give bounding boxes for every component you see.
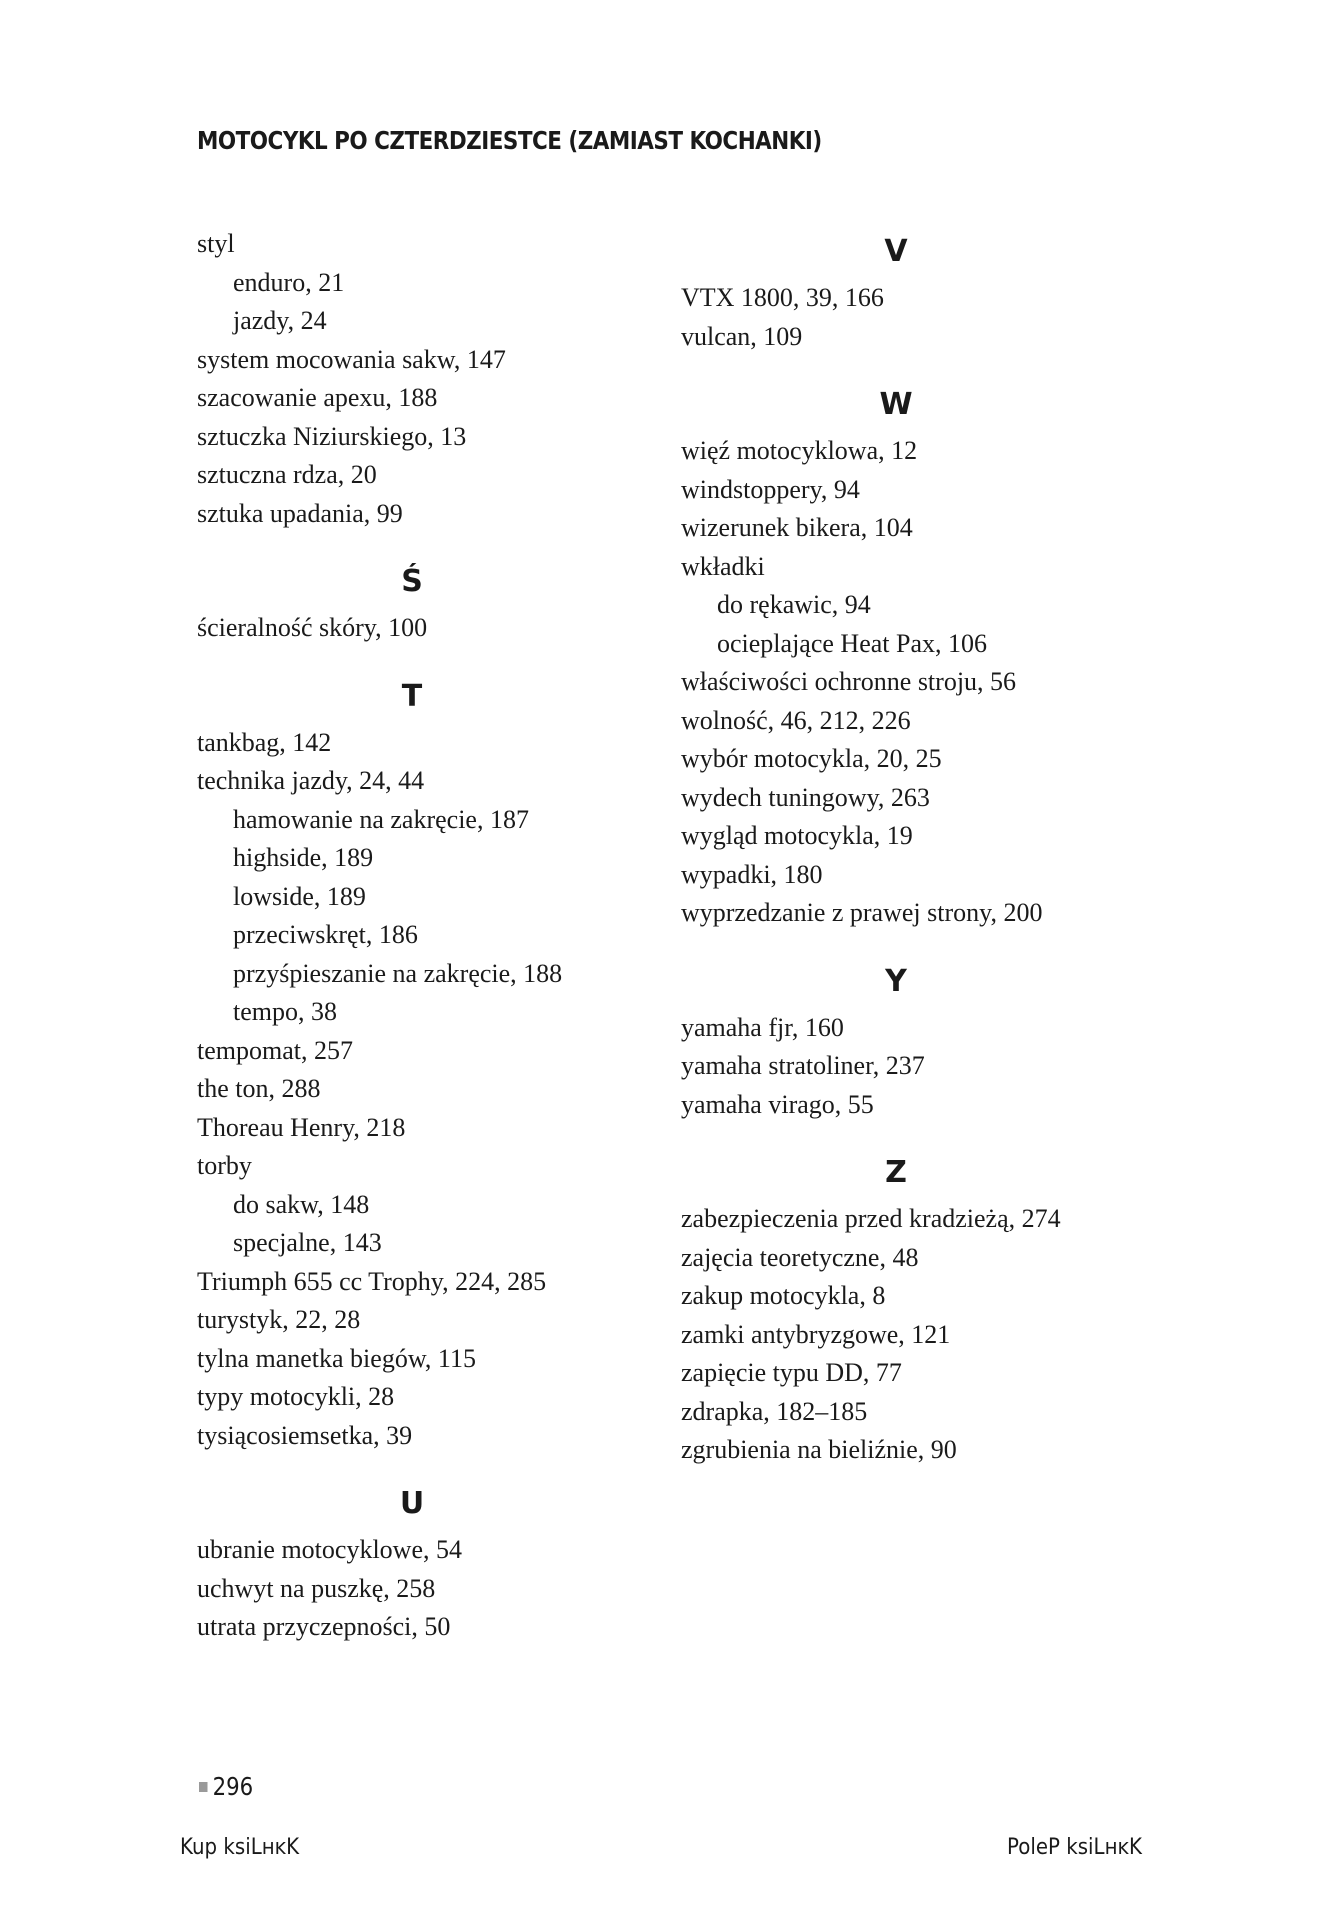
index-entry: windstoppery, 94 <box>681 474 860 504</box>
index-entry: wolność, 46, 212, 226 <box>681 705 911 735</box>
index-entry: szacowanie apexu, 188 <box>197 383 438 412</box>
index-entry: utrata przyczepności, 50 <box>197 1612 451 1641</box>
index-entry: technika jazdy, 24, 44 <box>197 766 425 795</box>
index-entry: styl <box>197 229 235 258</box>
index-entry: ścieralność skóry, 100 <box>197 613 428 642</box>
index-entry: wypadki, 180 <box>681 859 823 889</box>
index-subentry: przyśpieszanie na zakręcie, 188 <box>233 958 563 988</box>
index-subentry: highside, 189 <box>233 843 374 872</box>
index-entry: sztuczna rdza, 20 <box>197 460 377 489</box>
index-entry: VTX 1800, 39, 166 <box>681 283 884 312</box>
index-subentry: przeciwskręt, 186 <box>233 920 418 949</box>
index-column-left <box>197 225 627 1647</box>
footer-recommend-book-link[interactable]: PoleP ksiLнĸK <box>1007 1835 1142 1860</box>
section-letter-w: W <box>879 387 913 422</box>
index-column-right <box>681 225 1111 1470</box>
index-entry: uchwyt na puszkę, 258 <box>197 1573 436 1603</box>
index-subentry: enduro, 21 <box>233 267 345 297</box>
index-entry: zakup motocykla, 8 <box>681 1281 886 1310</box>
index-subentry: do sakw, 148 <box>233 1189 370 1219</box>
footer-buy-book-link[interactable]: Kup ksiLнĸK <box>180 1835 300 1860</box>
index-entry: wyprzedzanie z prawej strony, 200 <box>681 898 1043 927</box>
index-entry: wybór motocykla, 20, 25 <box>681 744 942 773</box>
section-letter-s-acute: Ś <box>401 564 423 599</box>
index-entry: the ton, 288 <box>197 1074 321 1103</box>
index-entry: zajęcia teoretyczne, 48 <box>681 1242 919 1272</box>
index-entry: zgrubienia na bieliźnie, 90 <box>681 1435 957 1464</box>
index-entry: turystyk, 22, 28 <box>197 1305 361 1334</box>
index-entry: tempomat, 257 <box>197 1035 353 1065</box>
index-entry: zabezpieczenia przed kradzieżą, 274 <box>681 1204 1061 1233</box>
index-entry: tankbag, 142 <box>197 727 332 757</box>
index-entry: yamaha fjr, 160 <box>681 1012 844 1042</box>
section-letter-u: U <box>399 1486 425 1521</box>
index-subentry: ocieplające Heat Pax, 106 <box>717 628 987 658</box>
index-subentry: specjalne, 143 <box>233 1228 382 1257</box>
index-subentry: jazdy, 24 <box>233 306 327 335</box>
index-entry: zdrapka, 182–185 <box>681 1396 868 1426</box>
index-entry: sztuka upadania, 99 <box>197 498 403 528</box>
index-entry: sztuczka Niziurskiego, 13 <box>197 421 467 451</box>
running-head: MOTOCYKL PO CZTERDZIESTCE (ZAMIAST KOCHANKI) <box>197 126 822 155</box>
index-subentry: hamowanie na zakręcie, 187 <box>233 804 529 834</box>
index-entry: zapięcie typu DD, 77 <box>681 1358 902 1387</box>
index-entry: tysiącosiemsetka, 39 <box>197 1420 413 1450</box>
index-subentry: lowside, 189 <box>233 881 366 911</box>
section-letter-t: T <box>401 678 423 714</box>
index-entry: wygląd motocykla, 19 <box>681 821 913 850</box>
index-entry: yamaha stratoliner, 237 <box>681 1051 925 1080</box>
square-bullet-icon <box>199 1782 208 1792</box>
page-number-text: 296 <box>212 1772 254 1801</box>
section-letter-z: Z <box>885 1155 907 1190</box>
index-entry: tylna manetka biegów, 115 <box>197 1343 476 1373</box>
index-entry: typy motocykli, 28 <box>197 1382 395 1411</box>
index-entry: vulcan, 109 <box>681 321 803 351</box>
section-letter-y: Y <box>885 963 907 999</box>
index-entry: ubranie motocyklowe, 54 <box>197 1535 462 1564</box>
index-entry: zamki antybryzgowe, 121 <box>681 1319 951 1349</box>
index-entry: torby <box>197 1151 252 1180</box>
index-entry: wydech tuningowy, 263 <box>681 782 930 812</box>
index-entry: yamaha virago, 55 <box>681 1089 874 1119</box>
index-subentry: tempo, 38 <box>233 997 337 1026</box>
index-entry: system mocowania sakw, 147 <box>197 344 506 374</box>
index-entry: właściwości ochronne stroju, 56 <box>681 667 1017 696</box>
index-subentry: do rękawic, 94 <box>717 590 871 619</box>
index-entry: Thoreau Henry, 218 <box>197 1112 406 1142</box>
index-entry: wizerunek bikera, 104 <box>681 513 913 542</box>
index-entry: wkładki <box>681 551 765 581</box>
index-entry: Triumph 655 cc Trophy, 224, 285 <box>197 1266 547 1296</box>
index-entry: więź motocyklowa, 12 <box>681 436 918 465</box>
page-number <box>199 1772 253 1801</box>
section-letter-v: V <box>884 234 908 269</box>
